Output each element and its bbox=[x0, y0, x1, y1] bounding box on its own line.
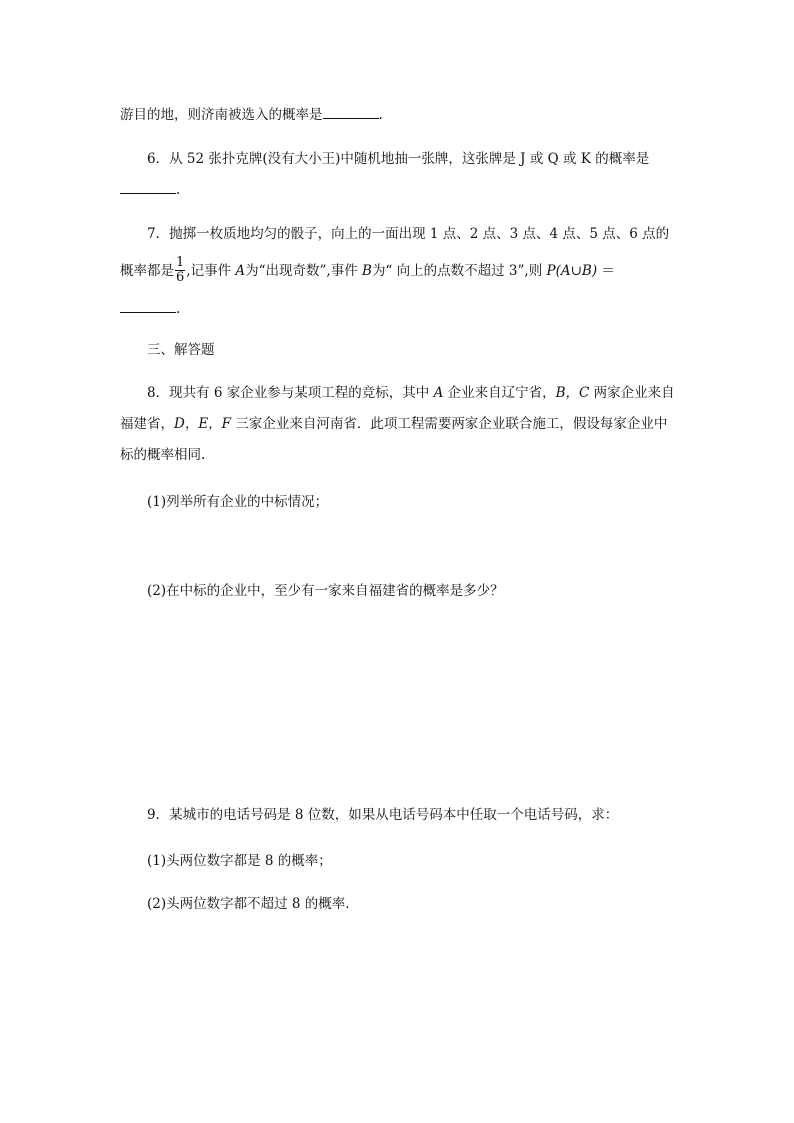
q8-line2 bbox=[120, 415, 667, 433]
var-bc: B，C bbox=[555, 385, 590, 401]
q8-sub2: (2)在中标的企业中，至少有一家来自福建省的概率是多少？ bbox=[147, 583, 504, 599]
q7-text-b: 为“出现奇数”,事件 bbox=[245, 263, 363, 279]
q9-sub1: (1)头两位数字都是 8 的概率； bbox=[147, 853, 332, 869]
q9-sub2: (2)头两位数字都不超过 8 的概率． bbox=[147, 896, 359, 912]
q9-line1: 9．某城市的电话号码是 8 位数，如果从电话号码本中任取一个电话号码，求： bbox=[147, 807, 619, 823]
q8-line3: 标的概率相同. bbox=[120, 447, 206, 463]
q8-text-e: 三家企业来自河南省．此项工程需要两家企业联合施工，假设每家企业中 bbox=[231, 416, 668, 432]
answer-blank bbox=[120, 181, 176, 194]
q8-text-c: 两家企业来自 bbox=[589, 385, 675, 401]
var-a: A bbox=[235, 263, 246, 279]
q7-equals: ＝ bbox=[597, 263, 615, 279]
q8-text-a: 8．现共有 6 家企业参与某项工程的竞标，其中 bbox=[147, 385, 434, 401]
q7-line3 bbox=[120, 300, 180, 318]
fraction-numerator: 1 bbox=[176, 255, 185, 270]
section-heading: 三、解答题 bbox=[147, 342, 215, 358]
q8-text-b: 企业来自辽宁省， bbox=[443, 385, 556, 401]
q7-text-c: 为“ 向上的点数不超过 3”,则 bbox=[371, 263, 547, 279]
q6-period: . bbox=[176, 182, 181, 198]
fraction-denominator: 6 bbox=[176, 270, 185, 285]
q8-line1 bbox=[147, 384, 675, 402]
probability-expression: P(A∪B) bbox=[546, 263, 598, 279]
answer-blank bbox=[120, 300, 176, 313]
var-def: D，E，F bbox=[174, 416, 232, 432]
q5-text: 游目的地，则济南被选入的概率是 bbox=[120, 107, 323, 123]
fraction-one-sixth bbox=[175, 256, 185, 285]
var-b: B bbox=[362, 263, 372, 279]
q5-continuation bbox=[120, 106, 383, 124]
var-a: A bbox=[433, 385, 444, 401]
q7-text-a: ,记事件 bbox=[186, 263, 236, 279]
q5-period: . bbox=[378, 107, 383, 123]
q7-line1: 7．抛掷一枚质地均匀的骰子，向上的一面出现 1 点、2 点、3 点、4 点、5 点、6 点的 bbox=[147, 226, 670, 242]
q7-line2 bbox=[120, 257, 615, 286]
q7-period: . bbox=[176, 301, 181, 317]
q6-line1: 6．从 52 张扑克牌(没有大小王)中随机地抽一张牌，这张牌是 J 或 Q 或 K 的概率是 bbox=[147, 151, 650, 167]
q6-line2 bbox=[120, 181, 180, 199]
q8-sub1: (1)列举所有企业的中标情况； bbox=[147, 494, 329, 510]
q7-pre-text: 概率都是 bbox=[120, 263, 174, 279]
q8-text-d: 福建省， bbox=[120, 416, 174, 432]
answer-blank bbox=[323, 106, 379, 119]
